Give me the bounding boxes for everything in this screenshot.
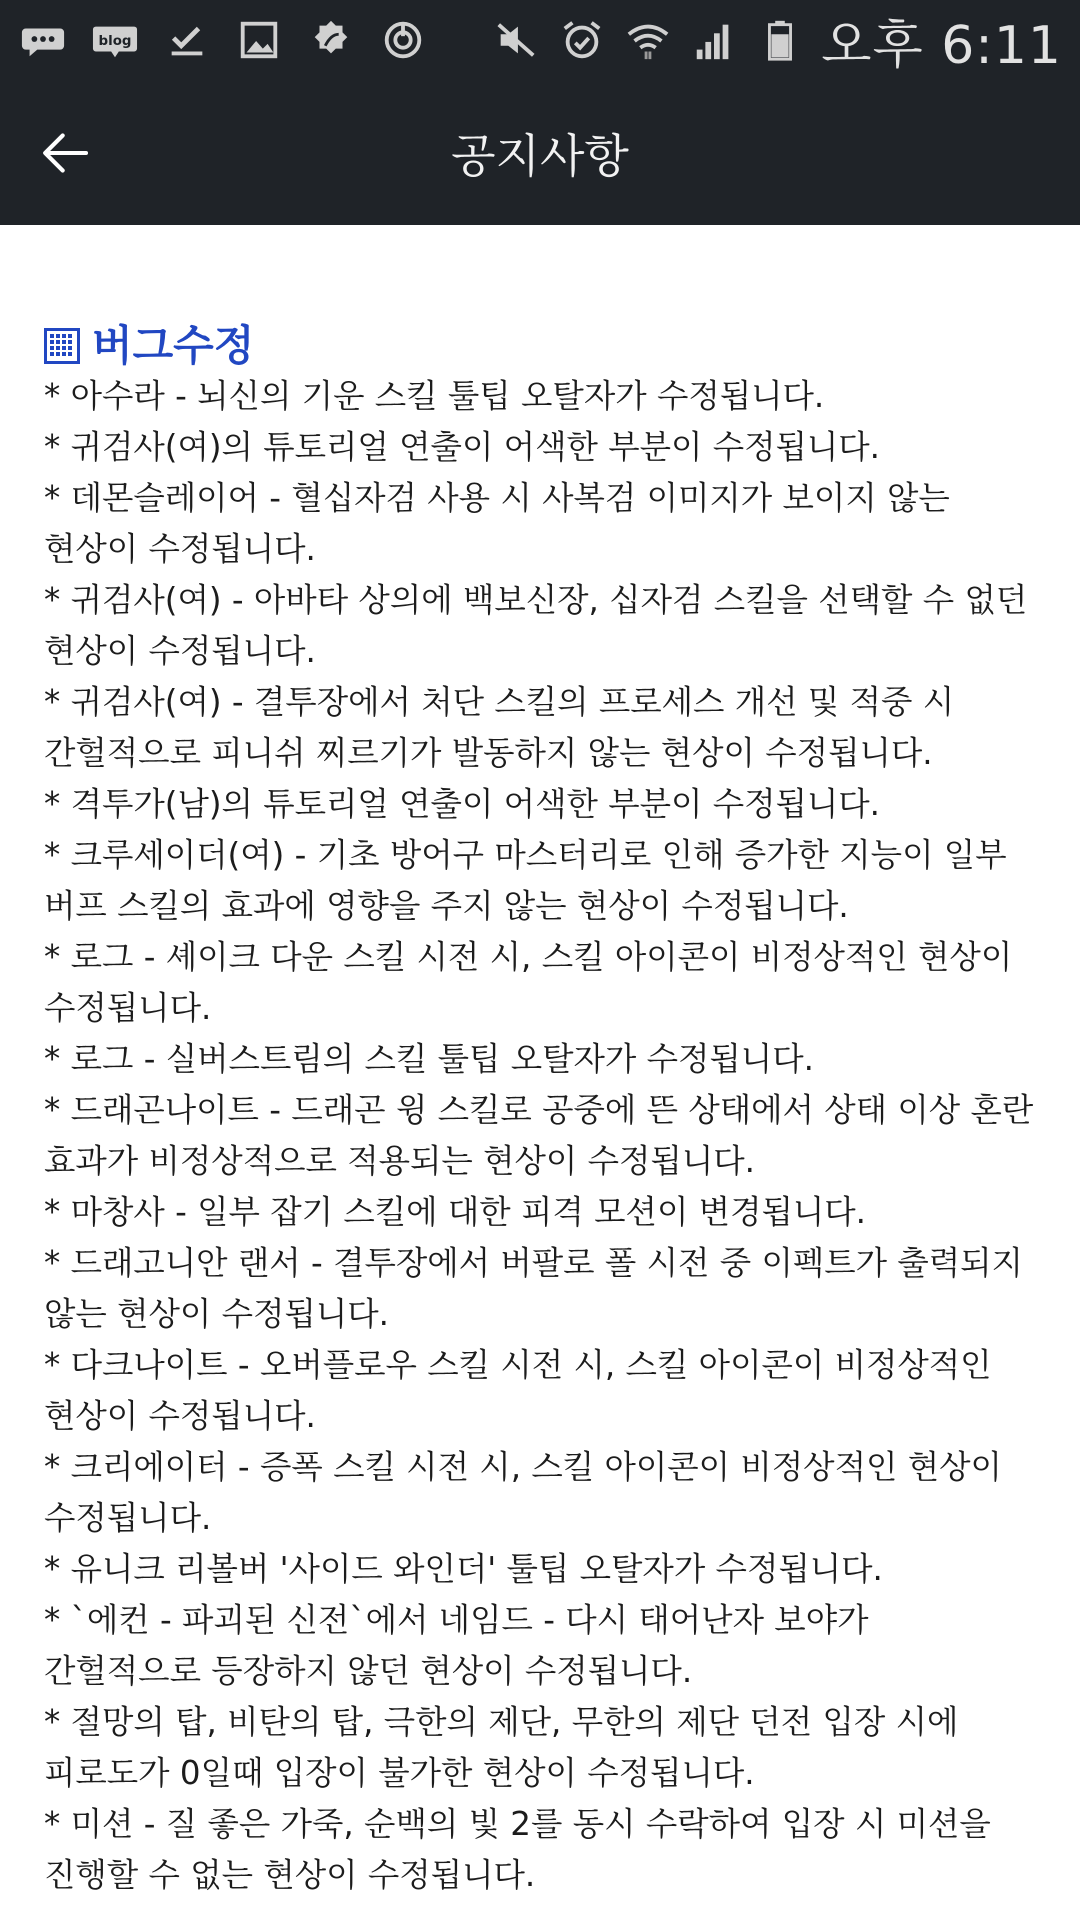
- list-item: * 마창사 - 일부 잡기 스킬에 대한 피격 모션이 변경됩니다.: [44, 1193, 866, 1231]
- clock: 오후 6:11: [821, 15, 1062, 76]
- app-bar: [0, 80, 1080, 225]
- list-item: * 다크나이트 - 오버플로우 스킬 시전 시, 스킬 아이콘이 비정상적인 현상이 수정됩니다.: [44, 1346, 992, 1435]
- download-done-icon: [162, 15, 212, 65]
- wifi-icon: [623, 15, 673, 65]
- list-item: * 로그 - 실버스트림의 스킬 툴팁 오탈자가 수정됩니다.: [44, 1040, 814, 1078]
- list-item: * 귀검사(여)의 튜토리얼 연출이 어색한 부분이 수정됩니다.: [44, 428, 881, 466]
- list-item: * 크루세이더(여) - 기초 방어구 마스터리로 인해 증가한 지능이 일부 버프 스킬의 효과에 영향을 주지 않는 현상이 수정됩니다.: [44, 836, 1007, 925]
- power-sync-icon: [378, 15, 428, 65]
- list-item: * `에컨 - 파괴된 신전`에서 네임드 - 다시 태어난자 보야가 간헐적으로 등장하지 않던 현상이 수정됩니다.: [44, 1601, 869, 1690]
- svg-text:blog: blog: [98, 33, 132, 49]
- list-item: * 귀검사(여) - 결투장에서 처단 스킬의 프로세스 개선 및 적중 시 간헐적으로 피니쉬 찌르기가 발동하지 않는 현상이 수정됩니다.: [44, 683, 955, 772]
- image-icon: [234, 15, 284, 65]
- list-item: * 드래고니안 랜서 - 결투장에서 버팔로 폴 시전 중 이펙트가 출력되지 않는 현상이 수정됩니다.: [44, 1244, 1023, 1333]
- page-title: 공지사항: [451, 128, 629, 183]
- chat-icon: [18, 15, 68, 65]
- app-badge-icon: [306, 15, 356, 65]
- arrow-left-icon: [37, 125, 93, 181]
- calendar-icon: [44, 325, 80, 361]
- blog-icon: [90, 15, 140, 65]
- list-item: * 미션 - 질 좋은 가죽, 순백의 빛 2를 동시 수락하여 입장 시 미션을 진행할 수 없는 현상이 수정됩니다.: [44, 1805, 991, 1894]
- list-item: * 크리에이터 - 증폭 스킬 시전 시, 스킬 아이콘이 비정상적인 현상이 수정됩니다.: [44, 1448, 1002, 1537]
- back-button[interactable]: [30, 118, 100, 188]
- list-item: * 데몬슬레이어 - 혈십자검 사용 시 사복검 이미지가 보이지 않는 현상이 수정됩니다.: [44, 479, 950, 568]
- list-item: * 유니크 리볼버 '사이드 와인더' 툴팁 오탈자가 수정됩니다.: [44, 1550, 883, 1588]
- status-bar-left: [18, 10, 450, 70]
- list-item: * 아수라 - 뇌신의 기운 스킬 툴팁 오탈자가 수정됩니다.: [44, 377, 825, 415]
- bugfix-list: [44, 371, 1034, 1901]
- list-item: * 절망의 탑, 비탄의 탑, 극한의 제단, 무한의 제단 던전 입장 시에 피로도가 0일때 입장이 불가한 현상이 수정됩니다.: [44, 1703, 959, 1792]
- list-item: * 드래곤나이트 - 드래곤 윙 스킬로 공중에 뜬 상태에서 상태 이상 혼란 효과가 비정상적으로 적용되는 현상이 수정됩니다.: [44, 1091, 1034, 1180]
- section-heading-label: 버그수정: [92, 321, 255, 370]
- section-heading: [44, 315, 1034, 371]
- mute-icon: [491, 15, 541, 65]
- list-item: * 로그 - 셰이크 다운 스킬 시전 시, 스킬 아이콘이 비정상적인 현상이 수정됩니다.: [44, 938, 1013, 1027]
- battery-icon: [755, 15, 805, 65]
- list-item: * 격투가(남)의 튜토리얼 연출이 어색한 부분이 수정됩니다.: [44, 785, 881, 823]
- status-bar: [0, 0, 1080, 80]
- status-bar-right: [491, 10, 1062, 76]
- list-item: * 귀검사(여) - 아바타 상의에 백보신장, 십자검 스킬을 선택할 수 없던 현상이 수정됩니다.: [44, 581, 1028, 670]
- notice-content: [44, 315, 1034, 1901]
- signal-icon: [689, 15, 739, 65]
- alarm-icon: [557, 15, 607, 65]
